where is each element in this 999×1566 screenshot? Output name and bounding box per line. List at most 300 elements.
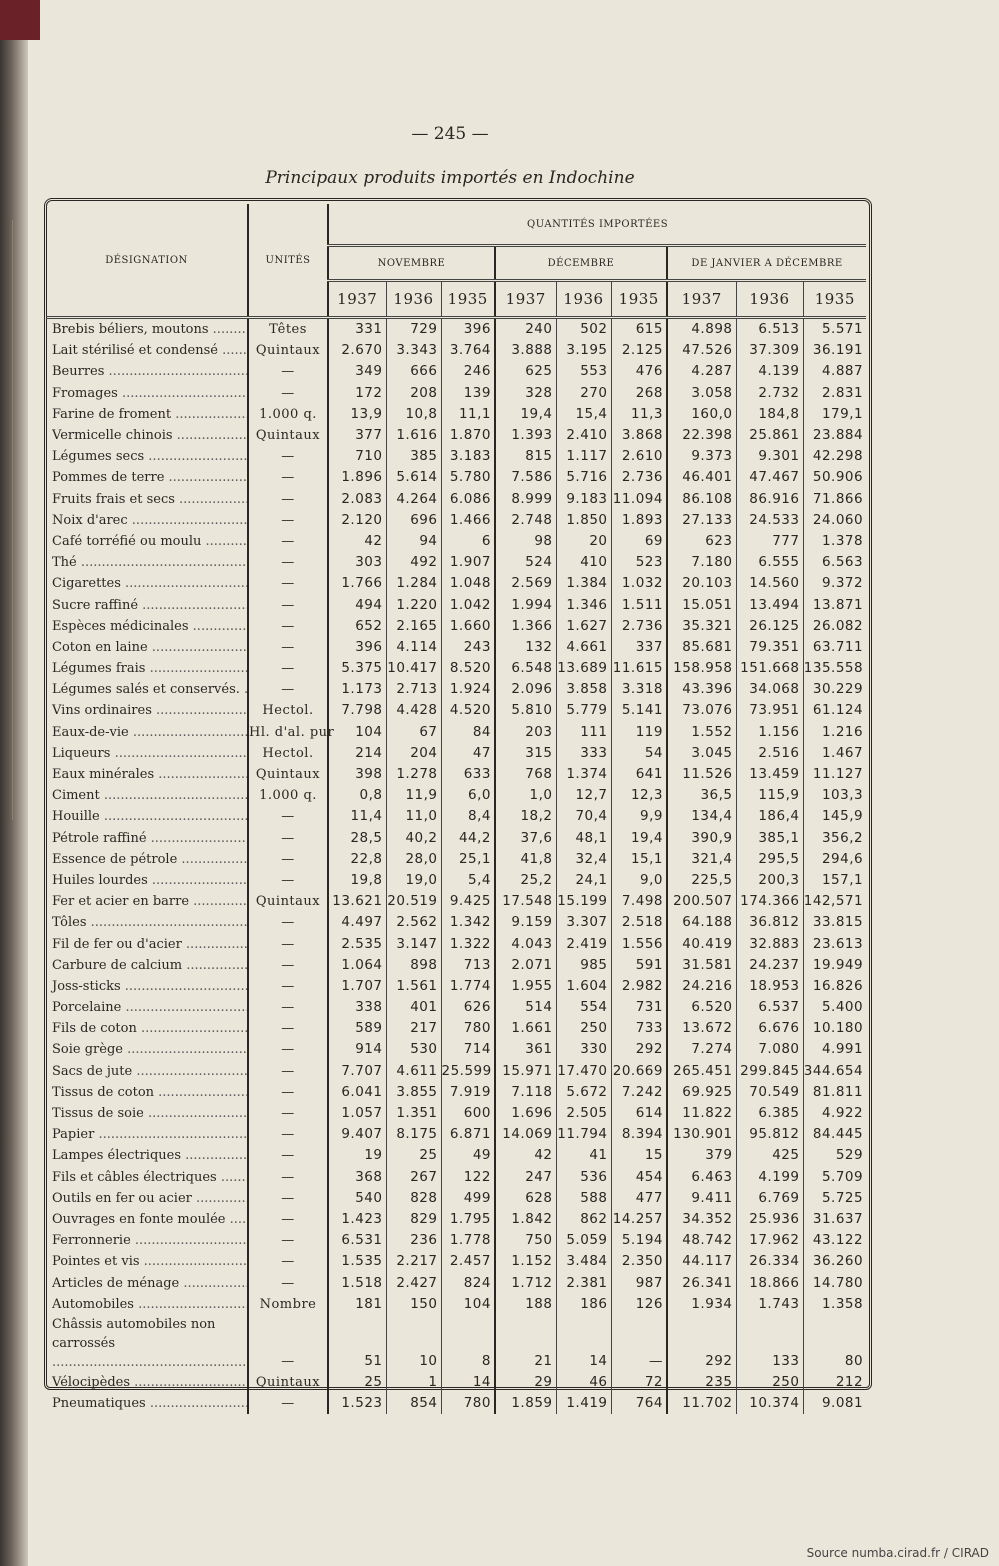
row-value: 44,2: [441, 828, 495, 849]
row-value: 1.342: [441, 912, 495, 933]
row-value: 12,7: [556, 785, 611, 806]
row-value: 11.127: [803, 764, 866, 785]
row-value: 5.709: [803, 1167, 866, 1188]
row-value: 217: [386, 1018, 441, 1039]
row-value: 186: [556, 1294, 611, 1315]
row-value: 160,0: [667, 404, 736, 425]
row-value: 26.082: [803, 616, 866, 637]
row-designation: [46, 552, 248, 573]
row-value: 47.526: [667, 340, 736, 361]
row-value: 6,0: [441, 785, 495, 806]
row-value: 13.672: [667, 1018, 736, 1039]
row-designation: [46, 912, 248, 933]
row-value: 6.537: [736, 997, 803, 1018]
row-value: 70.549: [736, 1082, 803, 1103]
row-unit: —: [248, 1082, 328, 1103]
row-value: 13.689: [556, 658, 611, 679]
designation-text: Fruits frais et secs .....: [52, 492, 248, 507]
row-value: 1.556: [611, 933, 667, 954]
row-value: 37,6: [495, 828, 556, 849]
row-value: 5.810: [495, 700, 556, 721]
row-value: 3.868: [611, 425, 667, 446]
row-designation: [46, 425, 248, 446]
row-designation: [46, 1188, 248, 1209]
row-value: 588: [556, 1188, 611, 1209]
row-designation: [46, 1103, 248, 1124]
row-value: 4.520: [441, 700, 495, 721]
row-value: 19.949: [803, 955, 866, 976]
row-value: 8.999: [495, 489, 556, 510]
table-row: [46, 912, 866, 933]
row-value: 494: [328, 594, 386, 615]
row-value: 385,1: [736, 828, 803, 849]
row-value: 19,0: [386, 870, 441, 891]
row-value: 13.494: [736, 594, 803, 615]
row-value: 1.216: [803, 722, 866, 743]
row-designation: [46, 891, 248, 912]
table-row: [46, 997, 866, 1018]
row-value: 1.419: [556, 1393, 611, 1414]
row-unit: —: [248, 1272, 328, 1293]
row-value: 235: [667, 1372, 736, 1393]
row-value: 1.466: [441, 510, 495, 531]
row-value: 24.216: [667, 976, 736, 997]
row-value: 6.385: [736, 1103, 803, 1124]
row-value: 5.780: [441, 467, 495, 488]
table-row: [46, 1167, 866, 1188]
row-designation: [46, 446, 248, 467]
designation-text: Pommes de terre .....: [52, 470, 248, 485]
header-year: 1937: [667, 281, 736, 318]
designation-text: Houille .....: [52, 809, 248, 824]
row-value: 115,9: [736, 785, 803, 806]
row-value: 47.467: [736, 467, 803, 488]
row-value: 625: [495, 361, 556, 382]
row-value: 28,0: [386, 849, 441, 870]
row-value: 10.374: [736, 1393, 803, 1414]
designation-text: Porcelaine .....: [52, 1000, 248, 1015]
row-value: 425: [736, 1145, 803, 1166]
row-value: 265.451: [667, 1061, 736, 1082]
row-value: 3.045: [667, 743, 736, 764]
row-value: 1.064: [328, 955, 386, 976]
header-quantities: QUANTITÉS IMPORTÉES: [328, 204, 866, 246]
row-value: 23.884: [803, 425, 866, 446]
row-designation: [46, 616, 248, 637]
row-value: 3.318: [611, 679, 667, 700]
row-value: 1.358: [803, 1294, 866, 1315]
row-value: 20.103: [667, 573, 736, 594]
row-unit: —: [248, 594, 328, 615]
row-value: 72: [611, 1372, 667, 1393]
row-designation: [46, 404, 248, 425]
row-value: 15,4: [556, 404, 611, 425]
row-value: 1: [386, 1372, 441, 1393]
row-value: 25.936: [736, 1209, 803, 1230]
source-footer: Source numba.cirad.fr / CIRAD: [806, 1546, 989, 1560]
designation-text: Beurres .....: [52, 364, 248, 379]
row-value: 344.654: [803, 1061, 866, 1082]
row-value: 1.173: [328, 679, 386, 700]
row-value: 710: [328, 446, 386, 467]
row-designation: [46, 1209, 248, 1230]
row-unit: —: [248, 1393, 328, 1414]
row-value: 135.558: [803, 658, 866, 679]
row-value: 270: [556, 383, 611, 404]
row-value: 2.562: [386, 912, 441, 933]
row-designation: [46, 955, 248, 976]
row-value: 20: [556, 531, 611, 552]
header-units: UNITÉS: [248, 204, 328, 318]
row-unit: —: [248, 976, 328, 997]
row-value: 70,4: [556, 806, 611, 827]
row-unit: —: [248, 1124, 328, 1145]
row-value: 1.511: [611, 594, 667, 615]
row-unit: —: [248, 1039, 328, 1060]
table-row: [46, 340, 866, 361]
row-value: 1.907: [441, 552, 495, 573]
row-value: 540: [328, 1188, 386, 1209]
row-value: 499: [441, 1188, 495, 1209]
row-value: 780: [441, 1018, 495, 1039]
row-value: 225,5: [667, 870, 736, 891]
table-row: [46, 1315, 866, 1372]
row-value: 0,8: [328, 785, 386, 806]
row-value: 1.934: [667, 1294, 736, 1315]
row-value: 696: [386, 510, 441, 531]
row-value: 10.180: [803, 1018, 866, 1039]
row-designation: [46, 870, 248, 891]
row-value: 4.428: [386, 700, 441, 721]
row-value: 3.888: [495, 340, 556, 361]
row-designation: [46, 785, 248, 806]
row-value: 24.237: [736, 955, 803, 976]
row-value: 31.637: [803, 1209, 866, 1230]
row-value: 214: [328, 743, 386, 764]
row-value: 8,4: [441, 806, 495, 827]
row-value: 321,4: [667, 849, 736, 870]
row-value: 11.822: [667, 1103, 736, 1124]
row-value: 23.613: [803, 933, 866, 954]
designation-text: Ferronnerie .....: [52, 1233, 248, 1248]
row-value: 126: [611, 1294, 667, 1315]
row-value: 2.410: [556, 425, 611, 446]
row-value: 6.548: [495, 658, 556, 679]
row-value: 11.702: [667, 1393, 736, 1414]
row-value: 142,571: [803, 891, 866, 912]
row-unit: —: [248, 1103, 328, 1124]
row-value: 10.417: [386, 658, 441, 679]
row-value: 11.526: [667, 764, 736, 785]
row-value: 5.779: [556, 700, 611, 721]
row-unit: —: [248, 531, 328, 552]
row-value: 985: [556, 955, 611, 976]
row-value: 4.139: [736, 361, 803, 382]
row-designation: [46, 1272, 248, 1293]
row-value: 150: [386, 1294, 441, 1315]
row-value: 1.378: [803, 531, 866, 552]
row-designation: [46, 1294, 248, 1315]
designation-text: Thé .....: [52, 555, 248, 570]
header-year: 1936: [736, 281, 803, 318]
row-value: 6.769: [736, 1188, 803, 1209]
row-value: 34.352: [667, 1209, 736, 1230]
designation-text: Fils de coton .....: [52, 1021, 248, 1036]
row-value: 396: [441, 318, 495, 341]
row-value: 28,5: [328, 828, 386, 849]
designation-text: Pétrole raffiné .....: [52, 831, 248, 846]
row-value: 174.366: [736, 891, 803, 912]
row-value: 85.681: [667, 637, 736, 658]
row-unit: —: [248, 849, 328, 870]
row-value: 81.811: [803, 1082, 866, 1103]
row-value: 212: [803, 1372, 866, 1393]
row-value: 69.925: [667, 1082, 736, 1103]
row-value: 11,9: [386, 785, 441, 806]
row-unit: —: [248, 1167, 328, 1188]
row-value: 15.199: [556, 891, 611, 912]
row-value: 7.586: [495, 467, 556, 488]
table-row: [46, 849, 866, 870]
row-value: 25,1: [441, 849, 495, 870]
row-value: 2.165: [386, 616, 441, 637]
row-unit: —: [248, 489, 328, 510]
row-unit: —: [248, 616, 328, 637]
designation-text: Lampes électriques .....: [52, 1148, 248, 1163]
row-value: 46.401: [667, 467, 736, 488]
row-value: 9,9: [611, 806, 667, 827]
row-value: 48.742: [667, 1230, 736, 1251]
row-value: 15: [611, 1145, 667, 1166]
row-value: 54: [611, 743, 667, 764]
row-value: 4.043: [495, 933, 556, 954]
row-value: 18.953: [736, 976, 803, 997]
designation-text: Pneumatiques .....: [52, 1396, 248, 1411]
designation-text: Liqueurs .....: [52, 746, 248, 761]
designation-text: Eaux minérales .....: [52, 767, 248, 782]
row-value: 3.195: [556, 340, 611, 361]
row-value: 356,2: [803, 828, 866, 849]
row-value: 764: [611, 1393, 667, 1414]
table-row: [46, 1082, 866, 1103]
row-value: 1.535: [328, 1251, 386, 1272]
row-value: 337: [611, 637, 667, 658]
row-value: 529: [803, 1145, 866, 1166]
row-value: 37.309: [736, 340, 803, 361]
row-value: 25.599: [441, 1061, 495, 1082]
row-value: 200.507: [667, 891, 736, 912]
row-value: 829: [386, 1209, 441, 1230]
table-row: [46, 318, 866, 341]
designation-text: Fromages .....: [52, 386, 248, 401]
row-value: 145,9: [803, 806, 866, 827]
row-value: 1.278: [386, 764, 441, 785]
row-value: 2.736: [611, 467, 667, 488]
row-value: 48,1: [556, 828, 611, 849]
row-designation: [46, 997, 248, 1018]
row-value: 9.407: [328, 1124, 386, 1145]
row-value: 42: [495, 1145, 556, 1166]
row-value: 2.516: [736, 743, 803, 764]
row-value: 299.845: [736, 1061, 803, 1082]
row-designation: [46, 722, 248, 743]
row-value: 139: [441, 383, 495, 404]
row-value: 9.081: [803, 1393, 866, 1414]
page-title: Principaux produits importés en Indochine: [265, 168, 635, 188]
row-value: 4.199: [736, 1167, 803, 1188]
row-value: 84.445: [803, 1124, 866, 1145]
row-value: 1.284: [386, 573, 441, 594]
designation-text: Légumes salés et conservés. .....: [52, 682, 248, 697]
designation-text: Châssis automobiles non carrossés .....: [52, 1317, 248, 1370]
row-value: 22,8: [328, 849, 386, 870]
row-value: 6.871: [441, 1124, 495, 1145]
header-group-novembre: NOVEMBRE: [328, 246, 495, 281]
row-value: 3.858: [556, 679, 611, 700]
row-value: 1.374: [556, 764, 611, 785]
row-value: 2.732: [736, 383, 803, 404]
designation-text: Café torréfié ou moulu .....: [52, 534, 248, 549]
designation-text: Articles de ménage .....: [52, 1276, 248, 1291]
row-unit: —: [248, 467, 328, 488]
row-value: 4.898: [667, 318, 736, 341]
row-value: 6.086: [441, 489, 495, 510]
row-value: 79.351: [736, 637, 803, 658]
row-value: 35.321: [667, 616, 736, 637]
designation-text: Ciment .....: [52, 788, 248, 803]
designation-text: Cigarettes .....: [52, 576, 248, 591]
row-value: 333: [556, 743, 611, 764]
row-designation: [46, 1145, 248, 1166]
row-value: 815: [495, 446, 556, 467]
designation-text: Vélocipèdes .....: [52, 1375, 248, 1390]
row-value: 7.707: [328, 1061, 386, 1082]
row-unit: —: [248, 1188, 328, 1209]
row-unit: —: [248, 573, 328, 594]
row-designation: [46, 573, 248, 594]
row-unit: Quintaux: [248, 425, 328, 446]
row-value: 13.459: [736, 764, 803, 785]
designation-text: Farine de froment .....: [52, 407, 248, 422]
designation-text: Tissus de coton .....: [52, 1085, 248, 1100]
row-value: 44.117: [667, 1251, 736, 1272]
row-value: 25,2: [495, 870, 556, 891]
row-value: 42.298: [803, 446, 866, 467]
designation-text: Eaux-de-vie .....: [52, 725, 248, 740]
row-value: 31.581: [667, 955, 736, 976]
row-value: 477: [611, 1188, 667, 1209]
row-value: 9.183: [556, 489, 611, 510]
table-row: [46, 489, 866, 510]
designation-text: Ouvrages en fonte moulée .....: [52, 1212, 248, 1227]
row-value: 733: [611, 1018, 667, 1039]
row-value: 4.611: [386, 1061, 441, 1082]
row-designation: [46, 933, 248, 954]
row-value: 295,5: [736, 849, 803, 870]
row-value: 13.621: [328, 891, 386, 912]
row-designation: [46, 1167, 248, 1188]
row-value: 2.083: [328, 489, 386, 510]
row-value: 8.520: [441, 658, 495, 679]
row-value: 6.563: [803, 552, 866, 573]
row-value: 14.069: [495, 1124, 556, 1145]
row-value: 9.411: [667, 1188, 736, 1209]
row-value: 40,2: [386, 828, 441, 849]
row-value: 303: [328, 552, 386, 573]
row-value: 294,6: [803, 849, 866, 870]
row-value: 1.048: [441, 573, 495, 594]
row-value: 666: [386, 361, 441, 382]
row-value: 368: [328, 1167, 386, 1188]
row-value: 84: [441, 722, 495, 743]
row-value: 338: [328, 997, 386, 1018]
row-value: 5.375: [328, 658, 386, 679]
row-value: 824: [441, 1272, 495, 1293]
row-value: 7.080: [736, 1039, 803, 1060]
row-value: 133: [736, 1315, 803, 1372]
row-value: 1.870: [441, 425, 495, 446]
row-value: 1.743: [736, 1294, 803, 1315]
row-value: 1.117: [556, 446, 611, 467]
row-value: 240: [495, 318, 556, 341]
table-row: [46, 722, 866, 743]
table-row: [46, 870, 866, 891]
row-value: 1.393: [495, 425, 556, 446]
row-value: 158.958: [667, 658, 736, 679]
row-value: 36.812: [736, 912, 803, 933]
row-value: 7.274: [667, 1039, 736, 1060]
page-number: — 245 —: [411, 124, 489, 144]
row-value: 554: [556, 997, 611, 1018]
row-value: 729: [386, 318, 441, 341]
table-row: [46, 1103, 866, 1124]
row-value: 18,2: [495, 806, 556, 827]
row-value: 13,9: [328, 404, 386, 425]
row-value: 15.971: [495, 1061, 556, 1082]
row-value: 514: [495, 997, 556, 1018]
table-row: [46, 1039, 866, 1060]
row-value: 40.419: [667, 933, 736, 954]
row-value: 1.057: [328, 1103, 386, 1124]
row-unit: Nombre: [248, 1294, 328, 1315]
row-value: 20.519: [386, 891, 441, 912]
header-year: 1937: [328, 281, 386, 318]
row-value: 615: [611, 318, 667, 341]
row-value: 42: [328, 531, 386, 552]
row-value: 181: [328, 1294, 386, 1315]
table-row: [46, 806, 866, 827]
row-value: 186,4: [736, 806, 803, 827]
table-row: [46, 531, 866, 552]
row-value: 2.125: [611, 340, 667, 361]
row-value: 41,8: [495, 849, 556, 870]
row-value: 19,4: [495, 404, 556, 425]
row-value: 4.497: [328, 912, 386, 933]
row-value: 2.120: [328, 510, 386, 531]
row-value: 713: [441, 955, 495, 976]
row-designation: [46, 383, 248, 404]
row-value: 14: [441, 1372, 495, 1393]
row-value: 130.901: [667, 1124, 736, 1145]
row-value: 2.748: [495, 510, 556, 531]
row-value: 633: [441, 764, 495, 785]
header-year: 1936: [386, 281, 441, 318]
designation-text: Brebis béliers, moutons .....: [52, 322, 248, 337]
row-value: 3.343: [386, 340, 441, 361]
designation-text: Outils en fer ou acier .....: [52, 1191, 248, 1206]
book-cover-edge: [0, 0, 40, 40]
row-value: 523: [611, 552, 667, 573]
